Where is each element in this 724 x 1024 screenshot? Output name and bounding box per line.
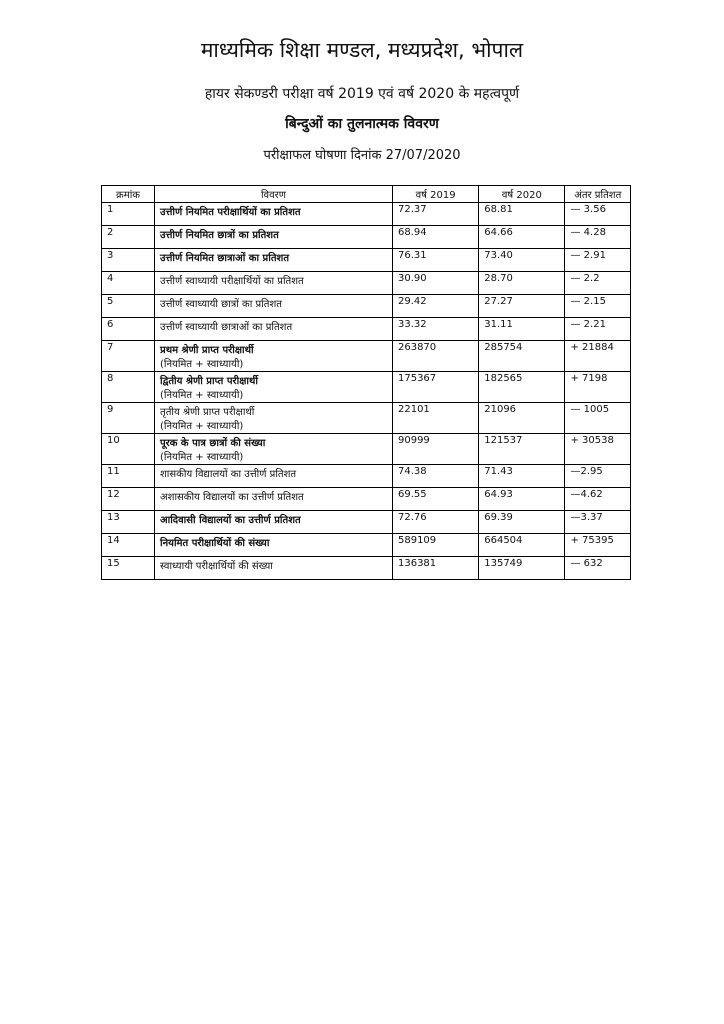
- row-serial: 12: [102, 488, 155, 511]
- row-description: [155, 372, 393, 403]
- row-description-line1: उत्तीर्ण नियमित छात्राओं का प्रतिशत: [160, 253, 290, 264]
- table-row: [102, 272, 631, 295]
- row-difference: — 3.56: [565, 203, 631, 226]
- table-row: [102, 318, 631, 341]
- row-description-line1: द्वितीय श्रेणी प्राप्त परीक्षार्थी: [160, 376, 258, 387]
- row-value-2019: 589109: [392, 534, 478, 557]
- row-description: [155, 226, 393, 249]
- table-row: [102, 372, 631, 403]
- row-description: [155, 434, 393, 465]
- table-row: [102, 534, 631, 557]
- row-description-line1: स्वाध्यायी परीक्षार्थियों की संख्या: [160, 561, 273, 572]
- row-description: [155, 557, 393, 580]
- row-value-2020: 68.81: [479, 203, 565, 226]
- header-year-2019: वर्ष 2019: [392, 186, 478, 203]
- row-value-2020: 31.11: [479, 318, 565, 341]
- row-serial: 1: [102, 203, 155, 226]
- header-year-2020: वर्ष 2020: [479, 186, 565, 203]
- row-value-2020: 664504: [479, 534, 565, 557]
- row-description-line1: प्रथम श्रेणी प्राप्त परीक्षार्थी: [160, 345, 254, 356]
- row-description-line1: उत्तीर्ण स्वाध्यायी छात्रों का प्रतिशत: [160, 299, 282, 310]
- row-serial: 15: [102, 557, 155, 580]
- header-serial: क्रमांक: [102, 186, 155, 203]
- row-description-line1: तृतीय श्रेणी प्राप्त परीक्षार्थी: [160, 407, 255, 418]
- comparison-subtitle: बिन्दुओं का तुलनात्मक विवरण: [285, 116, 439, 132]
- row-serial: 14: [102, 534, 155, 557]
- row-description: [155, 465, 393, 488]
- row-difference: —3.37: [565, 511, 631, 534]
- row-description-line1: अशासकीय विद्यालयों का उत्तीर्ण प्रतिशत: [160, 492, 304, 503]
- row-value-2020: 28.70: [479, 272, 565, 295]
- row-serial: 6: [102, 318, 155, 341]
- row-description: [155, 249, 393, 272]
- row-value-2020: 64.93: [479, 488, 565, 511]
- row-value-2020: 285754: [479, 341, 565, 372]
- row-description-line1: उत्तीर्ण नियमित परीक्षार्थियों का प्रतिशत: [160, 207, 301, 218]
- row-description-line2: (नियमित + स्वाध्यायी): [160, 421, 244, 432]
- row-serial: 10: [102, 434, 155, 465]
- row-description-line2: (नियमित + स्वाध्यायी): [160, 390, 244, 401]
- row-serial: 4: [102, 272, 155, 295]
- row-description: [155, 295, 393, 318]
- row-value-2019: 72.76: [392, 511, 478, 534]
- row-serial: 2: [102, 226, 155, 249]
- row-description: [155, 534, 393, 557]
- row-description-line1: पूरक के पात्र छात्रों की संख्या: [160, 438, 266, 449]
- row-value-2019: 72.37: [392, 203, 478, 226]
- row-description-line2: (नियमित + स्वाध्यायी): [160, 359, 244, 370]
- row-serial: 3: [102, 249, 155, 272]
- results-comparison-table: [101, 185, 631, 580]
- row-value-2020: 64.66: [479, 226, 565, 249]
- table-row: [102, 488, 631, 511]
- row-difference: + 75395: [565, 534, 631, 557]
- row-difference: — 2.91: [565, 249, 631, 272]
- row-value-2020: 135749: [479, 557, 565, 580]
- table-row: [102, 434, 631, 465]
- table-row: [102, 341, 631, 372]
- row-value-2020: 21096: [479, 403, 565, 434]
- table-row: [102, 203, 631, 226]
- row-value-2019: 68.94: [392, 226, 478, 249]
- row-value-2019: 90999: [392, 434, 478, 465]
- table-body: [102, 203, 631, 580]
- table-row: [102, 465, 631, 488]
- table-row: [102, 557, 631, 580]
- row-value-2020: 71.43: [479, 465, 565, 488]
- row-difference: —4.62: [565, 488, 631, 511]
- table-row: [102, 403, 631, 434]
- row-value-2020: 27.27: [479, 295, 565, 318]
- exam-subtitle: हायर सेकण्डरी परीक्षा वर्ष 2019 एवं वर्ष 2020 के महत्वपूर्ण: [204, 86, 520, 102]
- row-description: [155, 318, 393, 341]
- header-description: विवरण: [155, 186, 393, 203]
- table-row: [102, 511, 631, 534]
- row-difference: — 2.2: [565, 272, 631, 295]
- row-description-line1: उत्तीर्ण स्वाध्यायी परीक्षार्थियों का प्रतिशत: [160, 276, 304, 287]
- row-value-2019: 33.32: [392, 318, 478, 341]
- row-description-line2: (नियमित + स्वाध्यायी): [160, 452, 244, 463]
- table-row: [102, 249, 631, 272]
- row-difference: — 1005: [565, 403, 631, 434]
- row-serial: 7: [102, 341, 155, 372]
- row-description: [155, 341, 393, 372]
- result-date-line: परीक्षाफल घोषणा दिनांक 27/07/2020: [263, 148, 461, 163]
- row-serial: 11: [102, 465, 155, 488]
- row-difference: — 2.15: [565, 295, 631, 318]
- row-description: [155, 203, 393, 226]
- row-difference: + 21884: [565, 341, 631, 372]
- row-value-2019: 30.90: [392, 272, 478, 295]
- row-description-line1: नियमित परीक्षार्थियों की संख्या: [160, 538, 270, 549]
- row-value-2019: 263870: [392, 341, 478, 372]
- table-row: [102, 295, 631, 318]
- table-header-row: [102, 186, 631, 203]
- row-value-2020: 73.40: [479, 249, 565, 272]
- row-difference: — 2.21: [565, 318, 631, 341]
- row-description-line1: उत्तीर्ण नियमित छात्रों का प्रतिशत: [160, 230, 279, 241]
- row-description: [155, 488, 393, 511]
- row-serial: 9: [102, 403, 155, 434]
- row-description: [155, 272, 393, 295]
- row-serial: 13: [102, 511, 155, 534]
- row-description-line1: आदिवासी विद्यालयों का उत्तीर्ण प्रतिशत: [160, 515, 301, 526]
- table-row: [102, 226, 631, 249]
- row-difference: —2.95: [565, 465, 631, 488]
- board-title: माध्यमिक शिक्षा मण्डल, मध्यप्रदेश, भोपाल: [200, 38, 524, 62]
- row-description-line1: उत्तीर्ण स्वाध्यायी छात्राओं का प्रतिशत: [160, 322, 293, 333]
- row-value-2019: 76.31: [392, 249, 478, 272]
- row-description: [155, 511, 393, 534]
- row-value-2019: 69.55: [392, 488, 478, 511]
- row-description: [155, 403, 393, 434]
- header-difference: अंतर प्रतिशत: [565, 186, 631, 203]
- row-value-2019: 22101: [392, 403, 478, 434]
- row-value-2019: 175367: [392, 372, 478, 403]
- row-serial: 5: [102, 295, 155, 318]
- row-value-2019: 136381: [392, 557, 478, 580]
- row-serial: 8: [102, 372, 155, 403]
- row-value-2020: 121537: [479, 434, 565, 465]
- row-difference: — 632: [565, 557, 631, 580]
- row-description-line1: शासकीय विद्यालयों का उत्तीर्ण प्रतिशत: [160, 469, 297, 480]
- row-difference: — 4.28: [565, 226, 631, 249]
- row-value-2020: 69.39: [479, 511, 565, 534]
- row-value-2019: 29.42: [392, 295, 478, 318]
- row-value-2020: 182565: [479, 372, 565, 403]
- row-difference: + 30538: [565, 434, 631, 465]
- row-value-2019: 74.38: [392, 465, 478, 488]
- row-difference: + 7198: [565, 372, 631, 403]
